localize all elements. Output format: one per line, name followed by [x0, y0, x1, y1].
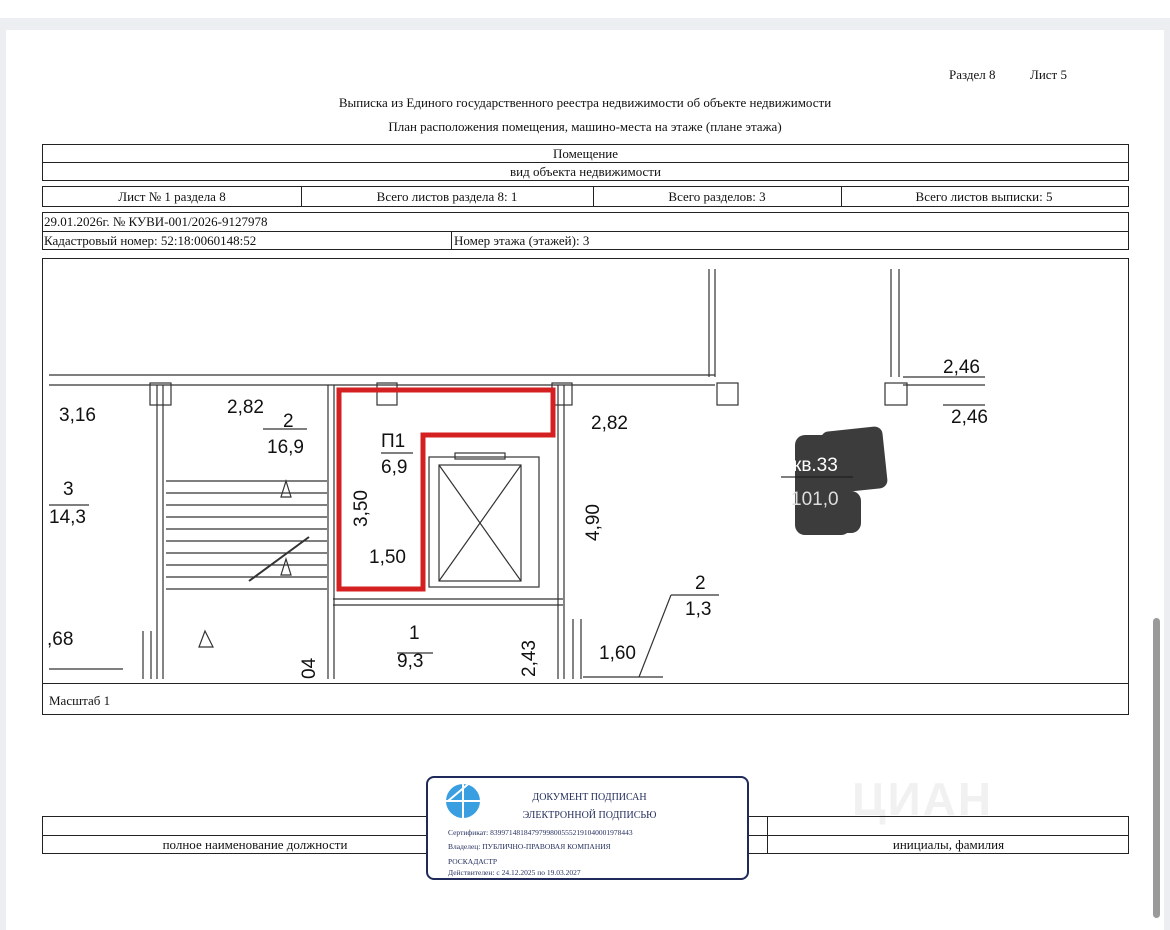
stamp-line2: ЭЛЕКТРОННОЙ ПОДПИСЬЮ	[522, 810, 657, 821]
apartment-area: 101,0	[791, 489, 839, 510]
document-subtitle: План расположения помещения, машино-места на этаже (плане этажа)	[388, 119, 782, 134]
dim-243: 2,43	[519, 640, 540, 677]
dim-68: ,68	[47, 629, 74, 650]
room-2-number: 2	[283, 411, 294, 432]
dim-150: 1,50	[369, 547, 406, 568]
wall-vertical-2	[891, 269, 899, 377]
total-sheets-section: Всего листов раздела 8: 1	[376, 189, 518, 204]
floor-plan-box	[42, 258, 1129, 715]
object-type: Помещение	[552, 146, 619, 161]
room-2b-number: 2	[695, 573, 706, 594]
record-date-number: 29.01.2026г. № КУВИ-001/2026-9127978	[44, 214, 268, 229]
section-label: Раздел 8	[949, 67, 996, 82]
floor-number: Номер этажа (этажей): 3	[454, 233, 590, 248]
document-title: Выписка из Единого государственного реестра недвижимости об объекте недвижимости	[338, 95, 832, 110]
stamp-owner: Владелец: ПУБЛИЧНО-ПРАВОВАЯ КОМПАНИЯ	[448, 842, 611, 851]
right-wall	[903, 377, 985, 385]
room-p1-area: 6,9	[381, 457, 408, 478]
wall-vertical-1	[709, 269, 715, 377]
dim-282b: 2,82	[591, 413, 628, 434]
elevator-cross	[439, 465, 521, 581]
column-1	[150, 383, 171, 405]
stair-arrow-down	[199, 631, 213, 647]
watermark: ЦИАН	[852, 773, 994, 825]
top-strip	[0, 0, 1170, 18]
wall-vertical-6	[143, 631, 151, 679]
signature-stamp	[426, 776, 749, 880]
stair-break	[249, 537, 309, 581]
room-1-number: 1	[409, 623, 420, 644]
cadastral-number: Кадастровый номер: 52:18:0060148:52	[44, 233, 257, 248]
total-sections: Всего разделов: 3	[668, 189, 766, 204]
name-caption: инициалы, фамилия	[892, 837, 1005, 852]
stamp-line1: ДОКУМЕНТ ПОДПИСАН	[532, 792, 647, 803]
total-sheets: Всего листов выписки: 5	[915, 189, 1053, 204]
column-5	[885, 383, 907, 405]
sheet-number: Лист № 1 раздела 8	[118, 189, 226, 204]
wall-vertical-5	[573, 619, 581, 679]
room-p1-number: П1	[381, 431, 406, 452]
wall-vertical-3	[328, 385, 334, 679]
stamp-owner2: РОСКАДАСТР	[448, 857, 498, 866]
stair-wall	[157, 385, 163, 679]
apartment-number: кв.33	[793, 455, 838, 476]
stamp-certificate: Сертификат: 83997148184797998005552191040001978443	[448, 828, 633, 837]
room-3-area: 14,3	[49, 507, 86, 528]
leader-line	[639, 595, 671, 677]
column-2	[377, 383, 397, 405]
stamp-validity: Действителен: с 24.12.2025 по 19.03.2027	[448, 868, 581, 877]
room-3-number: 3	[63, 479, 74, 500]
room-1-area: 9,3	[397, 651, 424, 672]
record-info-box	[42, 212, 1129, 250]
object-type-caption: вид объекта недвижимости	[510, 164, 661, 179]
room-2b-area: 1,3	[685, 599, 712, 620]
wall-vertical-4	[558, 385, 564, 679]
elevator-door	[455, 453, 505, 459]
position-caption: полное наименование должности	[162, 837, 348, 852]
scale-label: Масштаб 1	[49, 693, 111, 708]
sheets-row	[42, 186, 1129, 207]
object-type-box	[42, 144, 1129, 181]
redaction-scribble	[795, 426, 888, 535]
elevator-shaft	[429, 457, 539, 587]
column-4	[717, 383, 738, 405]
sheet-label: Лист 5	[1030, 67, 1067, 82]
scrollbar-thumb[interactable]	[1153, 618, 1160, 918]
dim-316: 3,16	[59, 405, 96, 426]
stair-steps	[166, 481, 327, 589]
wall-horizontal-2	[333, 599, 563, 605]
dim-282a: 2,82	[227, 397, 264, 418]
dim-350: 3,50	[351, 490, 372, 527]
dim-246b: 2,46	[951, 407, 988, 428]
stair-arrow-up	[281, 481, 291, 575]
floor-plan	[43, 259, 1127, 679]
dim-160: 1,60	[599, 643, 636, 664]
room-2-area: 16,9	[267, 437, 304, 458]
dim-246a: 2,46	[943, 357, 980, 378]
dim-490: 4,90	[583, 504, 604, 541]
dim-04: 04	[299, 657, 320, 679]
